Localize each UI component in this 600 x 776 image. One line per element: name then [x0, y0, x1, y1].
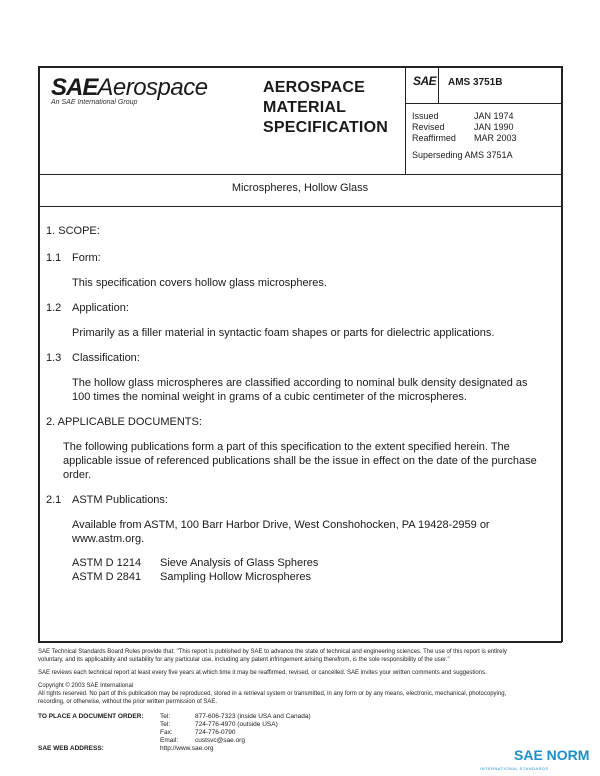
reaffirmed-label: Reaffirmed — [412, 133, 456, 143]
section-1-3-text-line-1: The hollow glass microspheres are classified according to nominal bulk density designated as — [72, 377, 528, 389]
reference-title: Sampling Hollow Microspheres — [160, 571, 312, 583]
section-1-2-number: 1.2 — [46, 302, 62, 314]
reaffirmed-date: MAR 2003 — [474, 133, 517, 143]
footer-review: SAE reviews each technical report at least every five years at which time it may be reaffirmed, revised, or cancelled. SAE invites your written comments and suggestions. — [38, 670, 487, 676]
issued-row — [412, 111, 517, 122]
tel2-label: Tel: — [160, 721, 171, 728]
section-1-2-heading: Application: — [72, 302, 129, 314]
section-1-1-number: 1.1 — [46, 252, 62, 264]
email-label: Email: — [160, 737, 179, 744]
document-dates — [412, 111, 517, 144]
tel-outside: 724-776-4970 (outside USA) — [195, 721, 278, 728]
section-2-1-text-line-1: Available from ASTM, 100 Barr Harbor Drive, West Conshohocken, PA 19428-2959 or — [72, 519, 490, 531]
revised-row — [412, 122, 517, 133]
reference-code: ASTM D 2841 — [72, 571, 142, 583]
reference-title: Sieve Analysis of Glass Spheres — [160, 557, 319, 569]
footer-rules-line-2: voluntary, and its applicability and suitability for any particular use, including any patent infringement arising therefrom, is the sole responsibility of the user." — [38, 657, 450, 663]
section-1-3-heading: Classification: — [72, 352, 140, 364]
section-1-1-heading: Form: — [72, 252, 101, 264]
spec-line-3: SPECIFICATION — [263, 119, 388, 136]
spec-line-2: MATERIAL — [263, 99, 347, 116]
tel-inside: 877-606-7323 (inside USA and Canada) — [195, 713, 311, 720]
order-label: TO PLACE A DOCUMENT ORDER: — [38, 713, 144, 720]
superseding-note: Superseding AMS 3751A — [412, 150, 513, 160]
issued-label: Issued — [412, 111, 439, 121]
spec-line-1: AEROSPACE — [263, 79, 365, 96]
header-rule-top — [38, 66, 562, 68]
frame-bottom — [38, 641, 562, 643]
revised-date: JAN 1990 — [474, 122, 514, 132]
small-sae-logo: SAE — [413, 74, 437, 88]
section-1-1-text: This specification covers hollow glass microspheres. — [72, 277, 327, 289]
fax-number: 724-776-0790 — [195, 729, 236, 736]
frame-right — [561, 66, 563, 642]
section-2-text-line-1: The following publications form a part of this specification to the extent specified herein. The — [63, 441, 510, 453]
section-2-1-heading: ASTM Publications: — [72, 494, 168, 506]
section-1-3-text-line-2: 100 times the nominal weight in grams of a cubic centimeter of the microspheres. — [72, 391, 467, 403]
spec-type-title — [263, 78, 388, 138]
reference-code: ASTM D 1214 — [72, 557, 142, 569]
document-number: AMS 3751B — [448, 77, 503, 88]
header-sae-box-divider — [438, 66, 439, 103]
section-1-3-number: 1.3 — [46, 352, 62, 364]
logo-tagline: An SAE International Group — [51, 99, 138, 106]
title-rule-bottom — [38, 206, 562, 207]
tel-label: Tel: — [160, 713, 171, 720]
email-link[interactable]: custsvc@sae.org — [195, 737, 245, 744]
footer-rules-line-1: SAE Technical Standards Board Rules provide that: "This report is published by SAE to advance the state of technical and engineering sciences. The use of this report is entirely — [38, 649, 507, 655]
web-link[interactable]: http://www.sae.org — [160, 745, 214, 752]
document-title: Microspheres, Hollow Glass — [231, 182, 369, 194]
header-sae-box-bottom — [405, 103, 562, 104]
issued-date: JAN 1974 — [474, 111, 514, 121]
footer-rights-line-2: recording, or otherwise, without the prior written permission of SAE. — [38, 699, 218, 705]
frame-left — [38, 66, 40, 642]
fax-label: Fax: — [160, 729, 173, 736]
header-divider-vertical — [405, 66, 406, 174]
logo-aerospace-text: Aerospace — [97, 74, 208, 101]
header-rule-bottom — [38, 174, 562, 175]
section-1-heading: 1. SCOPE: — [46, 225, 100, 237]
section-1-2-text: Primarily as a filler material in syntactic foam shapes or parts for dielectric applications. — [72, 327, 495, 339]
section-2-heading: 2. APPLICABLE DOCUMENTS: — [46, 416, 202, 428]
section-2-1-number: 2.1 — [46, 494, 62, 506]
section-2-text-line-2: applicable issue of referenced publications shall be the issue in effect on the date of the purchase — [63, 455, 537, 467]
web-label: SAE WEB ADDRESS: — [38, 745, 104, 752]
footer-rights-line-1: All rights reserved. No part of this publication may be reproduced, stored in a retrieval system or transmitted, in any form or by any means, electronic, mechanical, photocopying, — [38, 691, 507, 697]
sae-norm-brand: SAE NORM — [514, 747, 590, 763]
revised-label: Revised — [412, 122, 445, 132]
footer-copyright: Copyright © 2003 SAE International — [38, 683, 134, 689]
section-2-1-text-line-2: www.astm.org. — [72, 533, 145, 545]
logo-sae-text: SAE — [51, 74, 98, 101]
sae-norm-tagline: INTERNATIONAL STANDARDS — [480, 766, 549, 771]
section-2-text-line-3: order. — [63, 469, 92, 481]
reaffirmed-row — [412, 133, 517, 144]
